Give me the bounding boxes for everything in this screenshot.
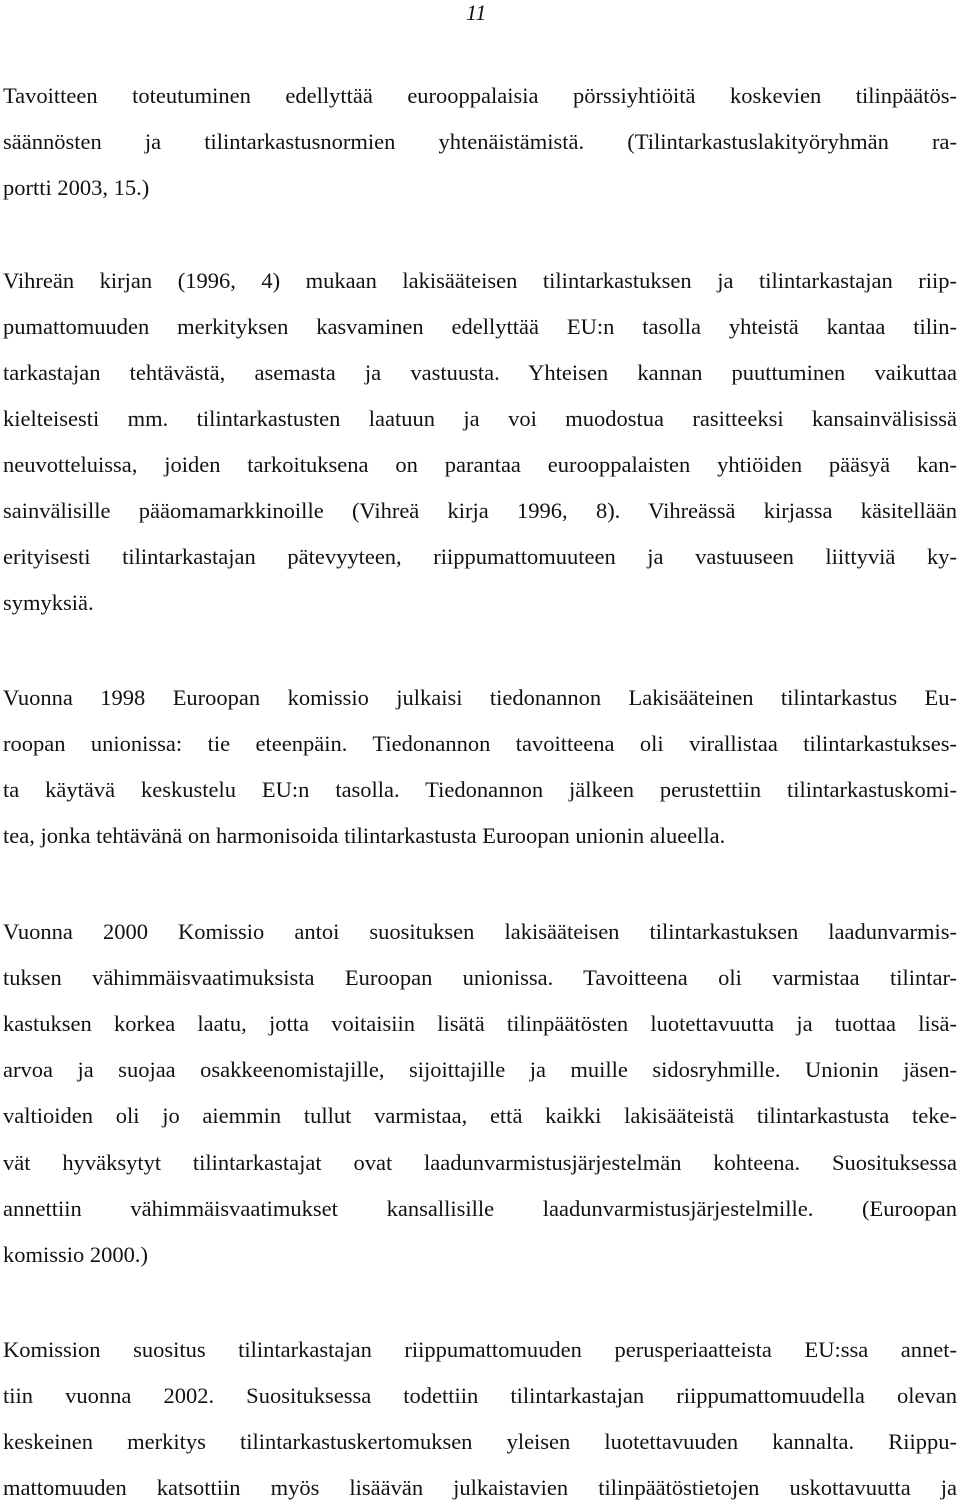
text-line: Vuonna 1998 Euroopan komissio julkaisi tiedonannon Lakisääteinen tilintarkastus Eu-: [3, 685, 957, 710]
text-line: tarkastajan tehtävästä, asemasta ja vastuusta. Yhteisen kannan puuttuminen vaikuttaa: [3, 360, 957, 385]
text-line: tiin vuonna 2002. Suosituksessa todettiin tilintarkastajan riippumattomuudella olevan: [3, 1383, 957, 1408]
text-line: Tavoitteen toteutuminen edellyttää eurooppalaisia pörssiyhtiöitä koskevien tilinpäätös-: [3, 83, 957, 108]
text-line: säännösten ja tilintarkastusnormien yhtenäistämistä. (Tilintarkastuslakityöryhmän ra-: [3, 129, 957, 154]
text-line: erityisesti tilintarkastajan pätevyyteen, riippumattomuuteen ja vastuuseen liittyviä ky-: [3, 544, 957, 569]
text-line: valtioiden oli jo aiemmin tullut varmistaa, että kaikki lakisääteistä tilintarkastusta teke-: [3, 1103, 957, 1128]
text-line: keskeinen merkitys tilintarkastuskertomuksen yleisen luotettavuuden kannalta. Riippu-: [3, 1429, 957, 1454]
text-line: Vihreän kirjan (1996, 4) mukaan lakisääteisen tilintarkastuksen ja tilintarkastajan riip-: [3, 268, 957, 293]
text-line: sainvälisille pääomamarkkinoille (Vihreä kirja 1996, 8). Vihreässä kirjassa käsitellään: [3, 498, 957, 523]
text-line: tea, jonka tehtävänä on harmonisoida tilintarkastusta Euroopan unionin alueella.: [3, 823, 726, 848]
text-line: symyksiä.: [3, 590, 94, 615]
text-line: Komission suositus tilintarkastajan riippumattomuuden perusperiaatteista EU:ssa annet-: [3, 1337, 957, 1362]
text-line: mattomuuden katsottiin myös lisäävän julkaistavien tilinpäätöstietojen uskottavuutta ja: [3, 1475, 957, 1500]
text-line: kielteisesti mm. tilintarkastusten laatuun ja voi muodostua rasitteeksi kansainvälisissä: [3, 406, 957, 431]
text-line: komissio 2000.): [3, 1242, 149, 1267]
text-line: Vuonna 2000 Komissio antoi suosituksen lakisääteisen tilintarkastuksen laadunvarmis-: [3, 919, 957, 944]
text-line: ta käytävä keskustelu EU:n tasolla. Tiedonannon jälkeen perustettiin tilintarkastuskomi-: [3, 777, 957, 802]
page-number: 11: [466, 0, 487, 25]
text-line: kastuksen korkea laatu, jotta voitaisiin lisätä tilinpäätösten luotettavuutta ja tuottaa lisä-: [3, 1011, 957, 1036]
text-line: roopan unionissa: tie eteenpäin. Tiedonannon tavoitteena oli virallistaa tilintarkastukses-: [3, 731, 957, 756]
text-line: annettiin vähimmäisvaatimukset kansallisille laadunvarmistusjärjestelmille. (Euroopan: [3, 1196, 957, 1221]
text-line: vät hyväksytyt tilintarkastajat ovat laadunvarmistusjärjestelmän kohteena. Suosituksessa: [3, 1150, 957, 1175]
text-line: tuksen vähimmäisvaatimuksista Euroopan unionissa. Tavoitteena oli varmistaa tilintar-: [3, 965, 957, 990]
text-line: pumattomuuden merkityksen kasvaminen edellyttää EU:n tasolla yhteistä kantaa tilin-: [3, 314, 957, 339]
text-line: arvoa ja suojaa osakkeenomistajille, sijoittajille ja muille sidosryhmille. Unionin jäsen-: [3, 1057, 957, 1082]
text-line: neuvotteluissa, joiden tarkoituksena on parantaa eurooppalaisten yhtiöiden pääsyä kan-: [3, 452, 957, 477]
text-line: portti 2003, 15.): [3, 175, 150, 200]
